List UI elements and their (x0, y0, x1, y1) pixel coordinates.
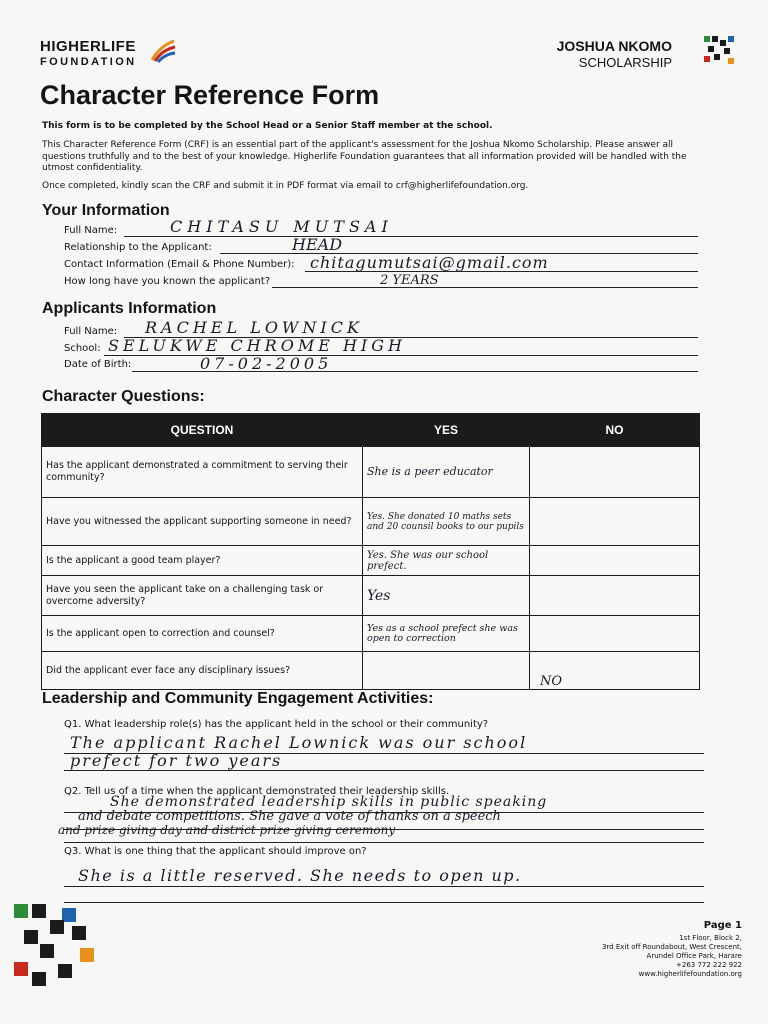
address-line2: 3rd Exit off Roundabout, West Crescent, (601, 943, 742, 951)
table-row (42, 616, 700, 652)
q2-answer-line3[interactable]: and prize giving day and district prize giving ceremony (58, 823, 396, 837)
relationship-value[interactable]: HEAD (292, 235, 343, 254)
q3-answer-line1[interactable]: She is a little reserved. She needs to open up. (78, 866, 522, 885)
q3-line2 (64, 902, 704, 903)
q3-label: Q3. What is one thing that the applicant should improve on? (64, 846, 367, 857)
relationship-label: Relationship to the Applicant: (64, 242, 212, 253)
table-row (42, 546, 700, 576)
phone-number: +263 772 222 922 (676, 961, 742, 969)
q2-answer-line1[interactable]: She demonstrated leadership skills in public speaking (110, 794, 548, 810)
footer-address (602, 921, 742, 979)
website-link[interactable]: www.higherlifefoundation.org (638, 970, 742, 978)
your-information-heading: Your Information (42, 202, 170, 219)
logo-text-higherlife: HIGHERLIFE (40, 38, 136, 55)
no-answer-cell[interactable] (530, 616, 700, 652)
yes-answer-cell[interactable]: Yes (363, 576, 530, 616)
dob-label: Date of Birth: (64, 359, 132, 370)
logo-text-foundation: FOUNDATION (40, 56, 137, 68)
question-cell: Have you seen the applicant take on a challenging task or overcome adversity? (42, 576, 363, 616)
dob-value[interactable]: 07-02-2005 (200, 354, 333, 373)
contact-label: Contact Information (Email & Phone Number): (64, 259, 295, 270)
joshua-nkomo-logo (557, 38, 672, 70)
form-subtitle: This form is to be completed by the School Head or a Senior Staff member at the school. (42, 121, 493, 131)
table-row (42, 576, 700, 616)
q1-label: Q1. What leadership role(s) has the applicant held in the school or their community? (64, 719, 489, 730)
page-number: Page 1 (703, 920, 742, 931)
question-cell: Have you witnessed the applicant supporting someone in need? (42, 498, 363, 546)
q3-line1 (64, 886, 704, 887)
character-questions-heading: Character Questions: (42, 388, 205, 405)
form-intro: This Character Reference Form (CRF) is an essential part of the applicant's assessment for the Joshua Nkomo Scholarship. Please answer all questions truthfully and to the best of your knowledge. Higherlife Foundation guarantees that all information provided will be handled with the utmost confidentiality. (42, 140, 687, 173)
address-line3: Arundel Office Park, Harare (646, 952, 742, 960)
question-cell: Did the applicant ever face any disciplinary issues? (42, 652, 363, 690)
address-line1: 1st Floor, Block 2, (679, 934, 742, 942)
your-full-name-line (124, 236, 698, 237)
question-cell: Is the applicant open to correction and counsel? (42, 616, 363, 652)
no-answer-cell[interactable]: NO (530, 652, 700, 690)
known-duration-line (272, 287, 698, 288)
school-label: School: (64, 343, 101, 354)
applicant-full-name-value[interactable]: RACHEL LOWNICK (145, 318, 363, 337)
known-duration-value[interactable]: 2 YEARS (380, 273, 439, 288)
decorative-pattern-icon (10, 900, 106, 990)
table-row (42, 498, 700, 546)
column-yes: YES (363, 414, 530, 447)
yes-answer-cell[interactable]: Yes as a school prefect she was open to correction (363, 616, 530, 652)
yes-answer-cell[interactable]: She is a peer educator (363, 447, 530, 498)
contact-value[interactable]: chitagumutsai@gmail.com (310, 253, 549, 272)
yes-answer-cell[interactable] (363, 652, 530, 690)
column-no: NO (530, 414, 700, 447)
logo-text-scholarship: SCHOLARSHIP (578, 55, 672, 70)
q2-line3 (64, 842, 704, 843)
applicants-information-heading: Applicants Information (42, 300, 217, 317)
q1-answer-line2[interactable]: prefect for two years (70, 751, 283, 770)
logo-text-joshua-nkomo: JOSHUA NKOMO (556, 38, 672, 54)
no-answer-cell[interactable] (530, 447, 700, 498)
no-answer-cell[interactable] (530, 576, 700, 616)
submit-note: Once completed, kindly scan the CRF and submit it in PDF format via email to crf@higherlifefoundation.org. (42, 181, 529, 191)
character-questions-table (41, 413, 700, 690)
q1-line2 (64, 770, 704, 771)
school-line (104, 355, 698, 356)
table-row (42, 652, 700, 690)
table-row (42, 447, 700, 498)
applicant-full-name-label: Full Name: (64, 326, 118, 337)
q2-label: Q2. Tell us of a time when the applicant demonstrated their leadership skills. (64, 786, 450, 797)
q1-answer-line1[interactable]: The applicant Rachel Lownick was our school (70, 733, 528, 752)
question-cell: Has the applicant demonstrated a commitment to serving their community? (42, 447, 363, 498)
known-duration-label: How long have you known the applicant? (64, 276, 271, 287)
question-cell: Is the applicant a good team player? (42, 546, 363, 576)
no-answer-cell[interactable] (530, 546, 700, 576)
q2-answer-line2[interactable]: and debate competitions. She gave a vote of thanks on a speech (78, 809, 501, 824)
form-title: Character Reference Form (40, 80, 380, 110)
yes-answer-cell[interactable]: Yes. She was our school prefect. (363, 546, 530, 576)
yes-answer-cell[interactable]: Yes. She donated 10 maths sets and 20 counsil books to our pupils (363, 498, 530, 546)
no-answer-cell[interactable] (530, 498, 700, 546)
your-full-name-value[interactable]: CHITASU MUTSAI (170, 217, 393, 236)
leadership-heading: Leadership and Community Engagement Activities: (42, 690, 434, 707)
column-question: QUESTION (42, 414, 363, 447)
scholarship-pattern-icon (704, 36, 736, 66)
flame-logo-icon (148, 38, 178, 64)
school-value[interactable]: SELUKWE CHROME HIGH (108, 336, 406, 355)
higherlife-logo (40, 38, 137, 68)
your-full-name-label: Full Name: (64, 225, 118, 236)
